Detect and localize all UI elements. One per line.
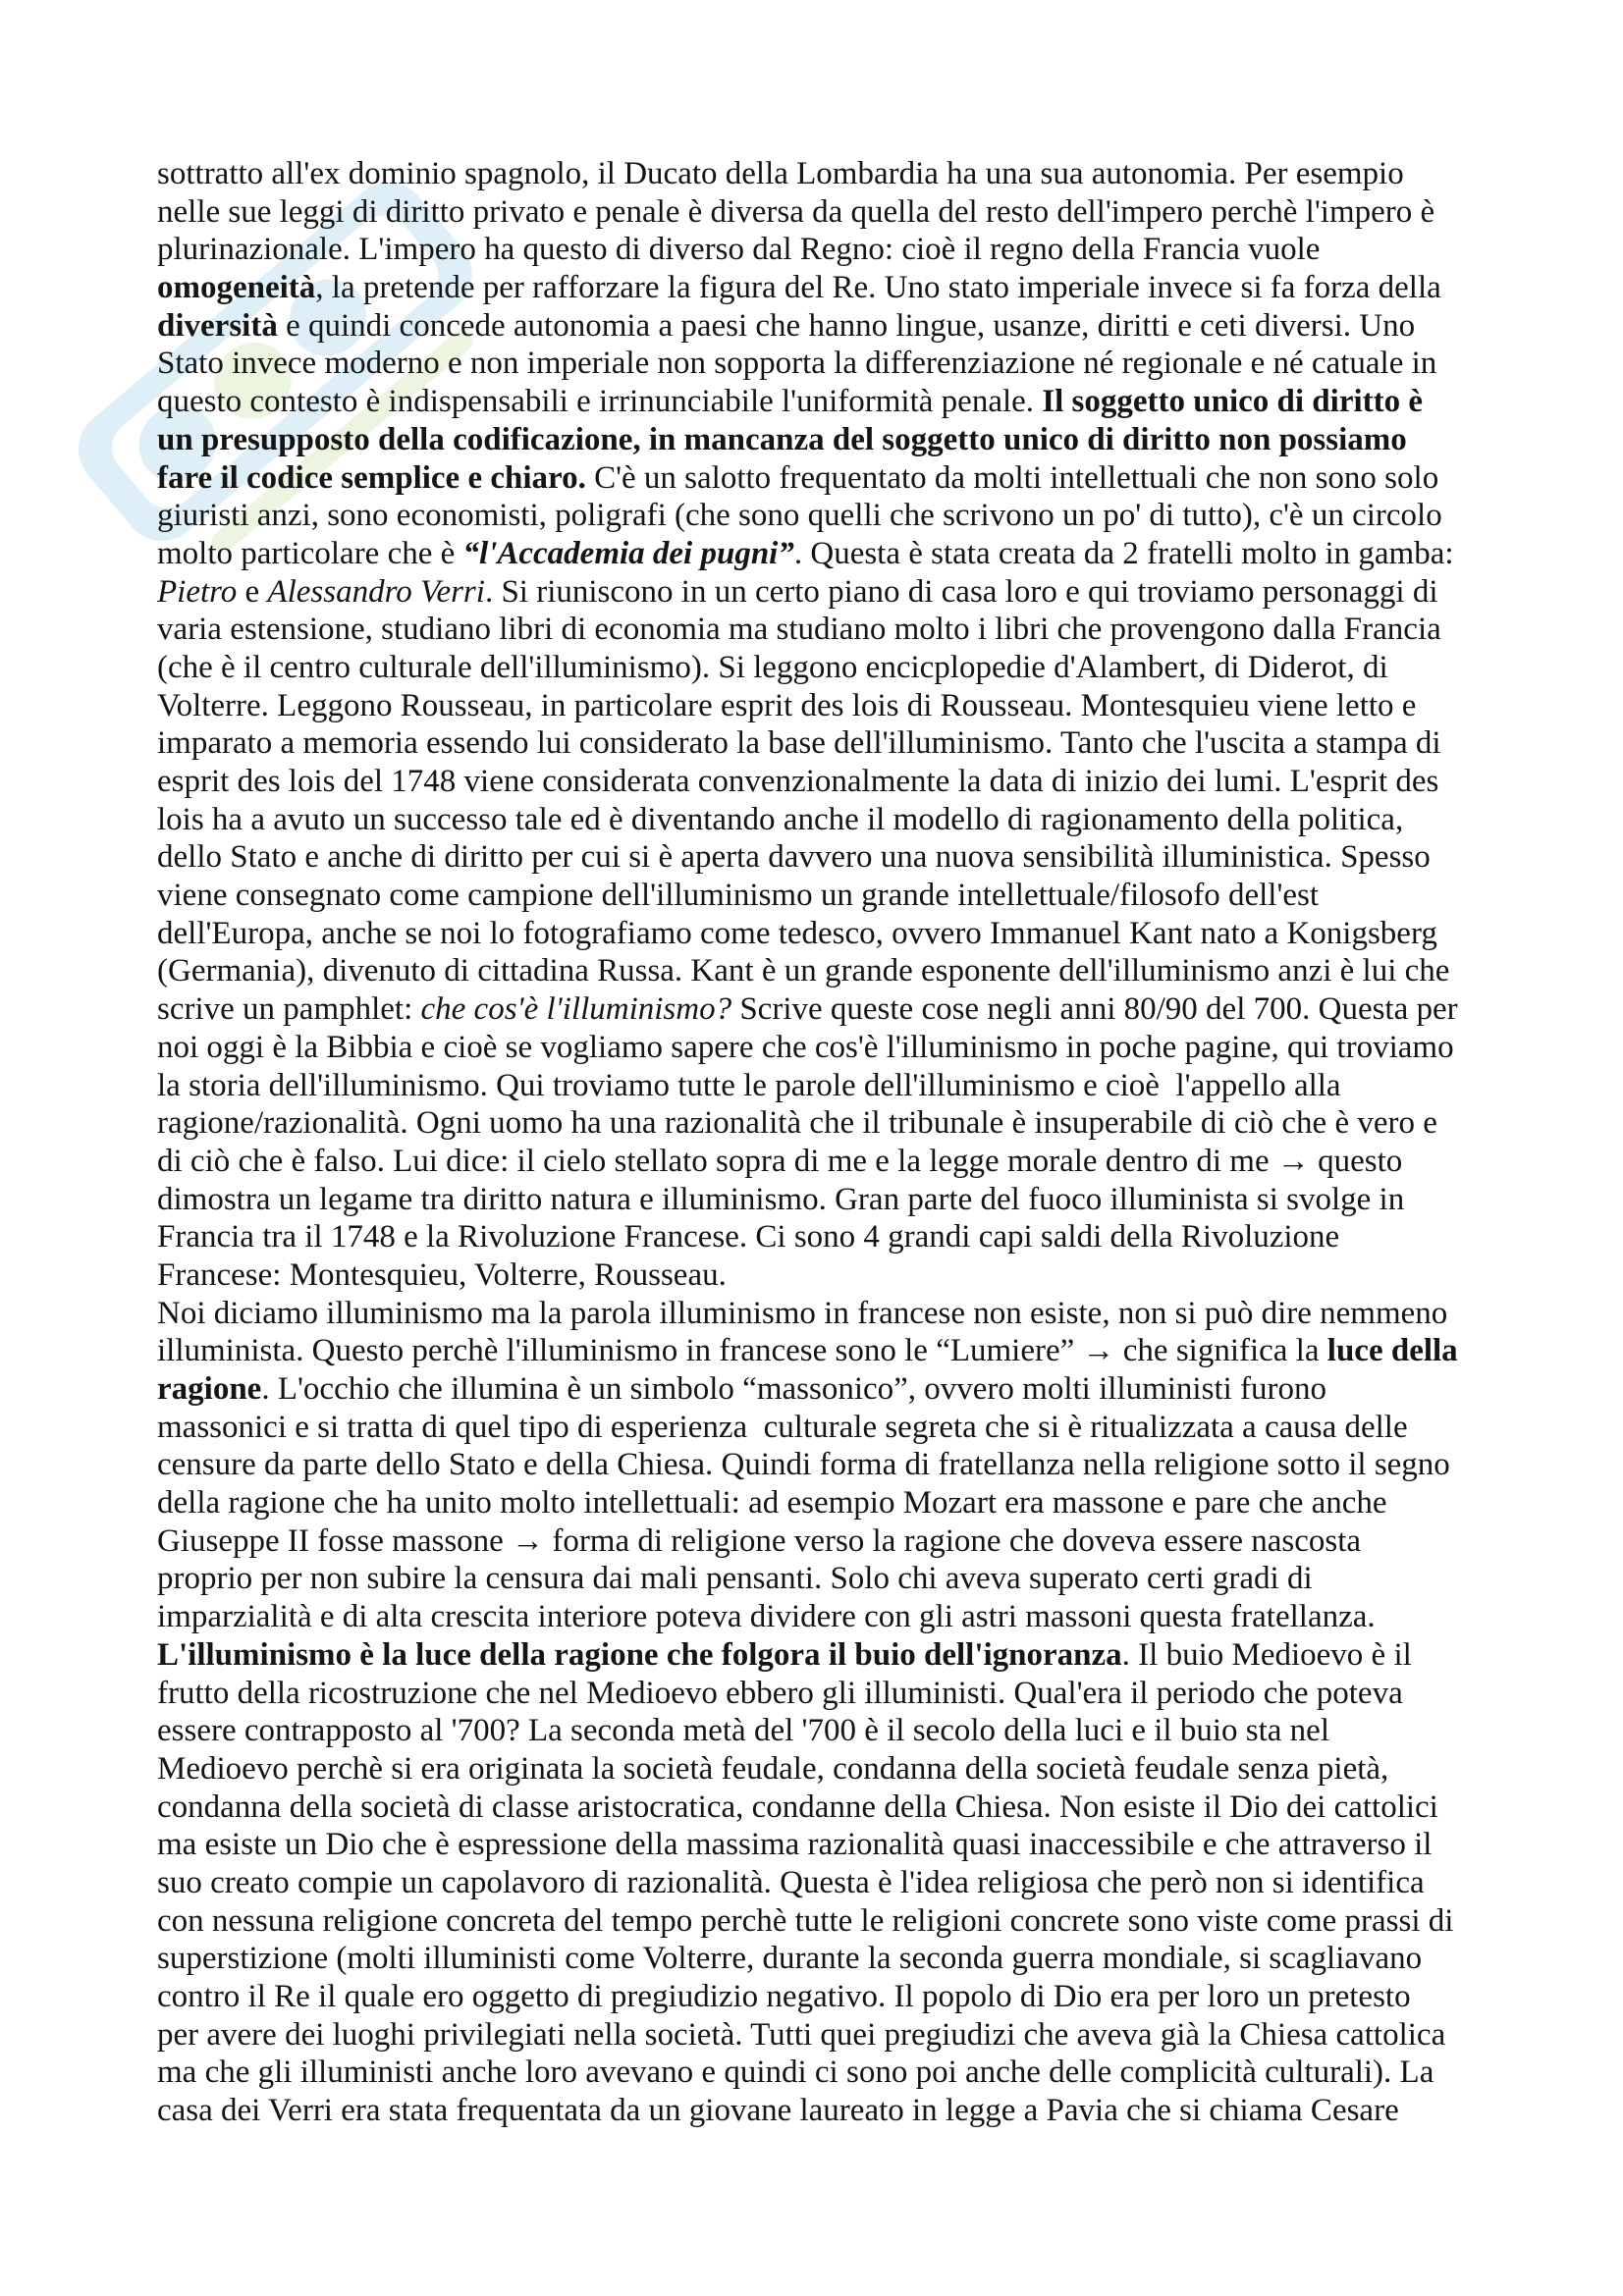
text-line (157, 1370, 1551, 1409)
text-segment: molto particolare che è (157, 535, 463, 571)
text-line (157, 1446, 1551, 1484)
text-line (157, 1409, 1551, 1447)
text-segment: lois ha a avuto un successo tale ed è diventando anche il modello di ragionamento della politica, (157, 801, 1404, 837)
text-line (157, 1902, 1551, 1941)
text-segment: . Questa è stata creata da 2 fratelli molto in gamba: (793, 535, 1454, 571)
text-segment: massonici e si tratta di quel tipo di esperienza culturale segreta che si è ritualizzata a causa delle (157, 1409, 1408, 1445)
text-segment: contro il Re il quale ero oggetto di pregiudizio negativo. Il popolo di Dio era per loro un pretesto (157, 1979, 1411, 2014)
text-segment: dimostra un legame tra diritto natura e illuminismo. Gran parte del fuoco illuminista si svolge in (157, 1181, 1405, 1217)
text-line (157, 2092, 1551, 2130)
text-segment: , la pretende per rafforzare la figura del Re. Uno stato imperiale invece si fa forza della (315, 270, 1441, 306)
text-segment: . Si riuniscono in un certo piano di casa loro e qui troviamo personaggi di (484, 573, 1438, 610)
text-line (157, 1826, 1551, 1864)
text-line (157, 155, 1551, 193)
text-line (157, 193, 1551, 232)
text-line (157, 1675, 1551, 1713)
bold-text: Il soggetto unico di diritto è (1042, 384, 1424, 420)
text-line (157, 1864, 1551, 1902)
text-segment: frutto della ricostruzione che nel Medioevo ebbero gli illuministi. Qual'era il periodo che poteva (157, 1675, 1403, 1711)
text-segment: . Il buio Medioevo è il (1121, 1636, 1412, 1673)
text-line (157, 952, 1551, 990)
text-line (157, 763, 1551, 801)
text-line (157, 1978, 1551, 2016)
text-segment: Stato invece moderno e non imperiale non sopporta la differenziazione né regionale e né catuale in (157, 346, 1437, 382)
text-line (157, 877, 1551, 915)
bold-text: fare il codice semplice e chiaro. (157, 459, 586, 496)
text-line (157, 1029, 1551, 1067)
text-segment: giuristi anzi, sono economisti, poligrafi (che sono quelli che scrivono un po' di tutto), c'è un circolo (157, 498, 1442, 534)
text-line (157, 687, 1551, 725)
text-segment: varia estensione, studiano libri di economia ma studiano molto i libri che provengono dalla Francia (157, 612, 1441, 648)
text-line (157, 459, 1551, 498)
text-segment: Noi diciamo illuminismo ma la parola illuminismo in francese non esiste, non si può dire nemmeno (157, 1295, 1448, 1331)
text-line (157, 1256, 1551, 1295)
text-line (157, 497, 1551, 535)
text-segment: Giuseppe II fosse massone → forma di religione verso la ragione che doveva essere nascosta (157, 1522, 1362, 1559)
text-line (157, 1067, 1551, 1105)
text-segment: scrive un pamphlet: (157, 991, 421, 1028)
text-line (157, 1143, 1551, 1181)
text-segment: censure da parte dello Stato e della Chiesa. Quindi forma di fratellanza nella religione sotto il segno (157, 1447, 1450, 1483)
text-line (157, 1789, 1551, 1827)
text-segment: (che è il centro culturale dell'illuminismo). Si leggono encicplopedie d'Alambert, di Diderot, di (157, 649, 1388, 685)
text-segment: ma che gli illuministi anche loro avevano e quindi ci sono poi anche delle complicità culturali). La (157, 2055, 1434, 2091)
text-line (157, 1181, 1551, 1219)
text-segment: sottratto all'ex dominio spagnolo, il Ducato della Lombardia ha una sua autonomia. Per esempio (157, 156, 1404, 191)
bold-text: omogeneità (157, 270, 316, 306)
text-segment: Volterre. Leggono Rousseau, in particolare esprit des lois di Rousseau. Montesquieu viene letto e (157, 687, 1417, 723)
italic-text: Pietro (157, 573, 238, 610)
text-segment: suo creato compie un capolavoro di razionalità. Questa è l'idea religiosa che però non si identifica (157, 1864, 1425, 1900)
text-segment: dell'Europa, anche se noi lo fotografiamo come tedesco, ovvero Immanuel Kant nato a Konigsberg (157, 915, 1437, 951)
text-line (157, 2054, 1551, 2092)
text-segment: con nessuna religione concreta del tempo perchè tutte le religioni concrete sono viste come prassi di (157, 1902, 1454, 1939)
text-segment: C'è un salotto frequentato da molti intellettuali che non sono solo (585, 459, 1439, 496)
text-segment: ma esiste un Dio che è espressione della massima razionalità quasi inaccessibile e che attraverso il (157, 1827, 1433, 1863)
text-line (157, 990, 1551, 1029)
text-line (157, 535, 1551, 573)
text-line (157, 307, 1551, 346)
bold-italic-text: “l'Accademia dei pugni” (462, 535, 794, 571)
text-segment: Francese: Montesquieu, Volterre, Rousseau. (157, 1256, 727, 1293)
text-line (157, 1332, 1551, 1370)
text-segment: e quindi concede autonomia a paesi che hanno lingue, usanze, diritti e ceti diversi. Uno (277, 307, 1416, 344)
text-segment: e (237, 573, 268, 610)
text-segment: Scrive queste cose negli anni 80/90 del 700. Questa per (731, 991, 1458, 1028)
text-line (157, 1560, 1551, 1598)
text-segment: per avere dei luoghi privilegiati nella società. Tutti quei pregiudizi che aveva già la Chiesa cattolica (157, 2016, 1446, 2053)
text-segment: la storia dell'illuminismo. Qui troviamo tutte le parole dell'illuminismo e cioè l'appello alla (157, 1067, 1341, 1103)
text-segment: nelle sue leggi di diritto privato e penale è diversa da quella del resto dell'impero perchè l'impero è (157, 193, 1435, 230)
text-segment: ragione/razionalità. Ogni uomo ha una razionalità che il tribunale è insuperabile di ciò che è vero e (157, 1105, 1437, 1142)
text-segment: questo contesto è indispensabili e irrinunciabile l'uniformità penale. (157, 384, 1043, 420)
text-segment: di ciò che è falso. Lui dice: il cielo stellato sopra di me e la legge morale dentro di me → questo (157, 1143, 1403, 1179)
text-segment: noi oggi è la Bibbia e cioè se vogliamo sapere che cos'è l'illuminismo in poche pagine, qui troviamo (157, 1029, 1454, 1065)
text-line (157, 1598, 1551, 1636)
text-line (157, 573, 1551, 612)
text-segment: della ragione che ha unito molto intellettuali: ad esempio Mozart era massone e pare che anche (157, 1485, 1387, 1522)
text-segment: proprio per non subire la censura dai mali pensanti. Solo chi aveva superato certi gradi di (157, 1561, 1313, 1597)
text-line (157, 1295, 1551, 1333)
bold-text: ragione (157, 1371, 262, 1407)
text-line (157, 1750, 1551, 1789)
bold-text: diversità (157, 307, 278, 344)
text-line (157, 231, 1551, 269)
text-segment: dello Stato e anche di diritto per cui si è aperta davvero una nuova sensibilità illuministica. Spesso (157, 839, 1431, 876)
text-segment: (Germania), divenuto di cittadina Russa. Kant è un grande esponente dell'illuminismo anzi è lui che (157, 953, 1450, 989)
text-line (157, 421, 1551, 459)
text-line (157, 649, 1551, 687)
text-segment: condanna della società di classe aristocratica, condanne della Chiesa. Non esiste il Dio dei cattolici (157, 1789, 1438, 1825)
text-line (157, 801, 1551, 839)
text-segment: Francia tra il 1748 e la Rivoluzione Francese. Ci sono 4 grandi capi saldi della Rivoluzione (157, 1219, 1340, 1255)
italic-text: Alessandro Verri (267, 573, 485, 610)
text-line (157, 269, 1551, 307)
text-line (157, 838, 1551, 877)
text-segment: superstizione (molti illuministi come Volterre, durante la seconda guerra mondiale, si scagliavano (157, 1941, 1423, 1977)
text-segment: plurinazionale. L'impero ha questo di diverso dal Regno: cioè il regno della Francia vuole (157, 232, 1321, 268)
text-line (157, 1712, 1551, 1750)
text-line (157, 1940, 1551, 1978)
text-line (157, 1522, 1551, 1561)
text-segment: esprit des lois del 1748 viene considerata convenzionalmente la data di inizio dei lumi. L'esprit des (157, 764, 1439, 799)
text-segment: viene consegnato come campione dell'illuminismo un grande intellettuale/filosofo dell'est (157, 878, 1320, 914)
text-line (157, 611, 1551, 649)
text-segment: imparato a memoria essendo lui considerato la base dell'illuminismo. Tanto che l'uscita a stampa di (157, 725, 1441, 762)
italic-text: che cos'è l'illuminismo? (420, 991, 732, 1028)
text-line (157, 1636, 1551, 1675)
text-line (157, 345, 1551, 383)
bold-text: un presupposto della codificazione, in mancanza del soggetto unico di diritto non possiamo (157, 421, 1407, 457)
text-line (157, 383, 1551, 421)
text-segment: casa dei Verri era stata frequentata da un giovane laureato in legge a Pavia che si chiama Cesare (157, 2093, 1399, 2129)
text-segment: imparzialità e di alta crescita interiore poteva dividere con gli astri massoni questa fratellanza. (157, 1599, 1376, 1635)
text-line (157, 1104, 1551, 1143)
document-text (157, 155, 1551, 2130)
text-line (157, 915, 1551, 953)
text-line (157, 724, 1551, 763)
text-segment: essere contrapposto al '700? La seconda metà del '700 è il secolo della luci e il buio sta nel (157, 1713, 1329, 1749)
bold-text: luce della (1326, 1333, 1458, 1369)
text-segment: . L'occhio che illumina è un simbolo “massonico”, ovvero molti illuministi furono (261, 1371, 1327, 1407)
text-line (157, 2016, 1551, 2055)
text-line (157, 1484, 1551, 1522)
bold-text: L'illuminismo è la luce della ragione che folgora il buio dell'ignoranza (157, 1636, 1122, 1673)
text-line (157, 1218, 1551, 1256)
text-segment: illuminista. Questo perchè l'illuminismo in francese sono le “Lumiere” → che significa la (157, 1333, 1327, 1369)
text-segment: Medioevo perchè si era originata la società feudale, condanna della società feudale senza pietà, (157, 1750, 1389, 1787)
